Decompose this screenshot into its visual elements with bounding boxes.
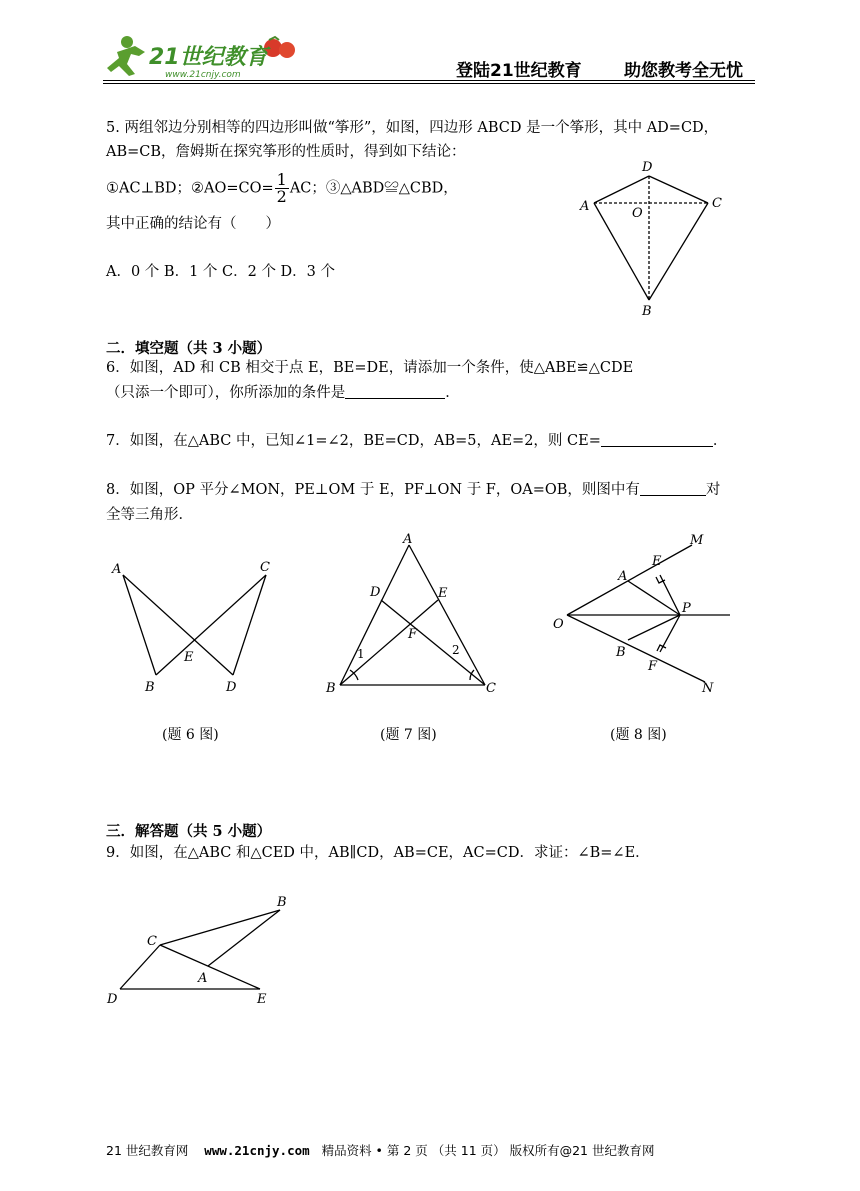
label-B: B: [616, 645, 626, 660]
fraction-half: [275, 172, 289, 205]
tomato-icon: [279, 42, 295, 58]
segment-DC: [649, 176, 708, 203]
segment-CB: [649, 203, 708, 300]
q6-line1: 6．如图，AD 和 CB 相交于点 E，BE=DE，请添加一个条件，使△ABE≌△CDE: [106, 360, 634, 376]
label-D: D: [107, 992, 118, 1007]
figure-9: [100, 885, 300, 1015]
header-rule: [103, 83, 755, 84]
runner-icon: [107, 36, 145, 76]
q8-line1: [106, 480, 720, 500]
fraction-denominator: 2: [276, 187, 287, 206]
label-C: C: [712, 196, 722, 211]
q9-text: 9．如图，在△ABC 和△CED 中，AB∥CD，AB=CE，AC=CD．求证：∠B=∠E．: [106, 845, 650, 861]
ray-OM: [567, 545, 692, 615]
label-A: A: [403, 532, 413, 547]
label-2: 2: [452, 643, 460, 657]
label-D: D: [370, 585, 381, 600]
q7-end: ．: [712, 433, 728, 449]
q6-line2: [106, 383, 460, 403]
figure-8: [550, 530, 735, 700]
q5-line2: AB=CB，詹姆斯在探究筝形的性质时，得到如下结论：: [106, 144, 466, 160]
label-E: E: [257, 992, 267, 1007]
figure-6-caption: (题 6 图): [162, 727, 219, 743]
logo-url: www.21cnjy.com: [165, 70, 241, 80]
q5-line3: [106, 172, 458, 205]
footer-brand: 21 世纪教育网: [106, 1143, 189, 1158]
logo-text: 21世纪教育: [149, 45, 268, 70]
label-N: N: [702, 681, 714, 696]
header-rule: [103, 80, 755, 81]
label-B: B: [642, 304, 652, 319]
section-2-title: 二．填空题（共 3 小题）: [106, 340, 272, 357]
q7-line: [106, 431, 727, 451]
label-C: C: [147, 934, 157, 949]
q8-line1-end: 对: [705, 482, 721, 498]
site-logo: [105, 30, 305, 80]
q8-text: 8．如图，OP 平分∠MON，PE⊥OM 于 E，PF⊥ON 于 F，OA=OB，则图中有: [106, 482, 640, 498]
label-O: O: [632, 206, 643, 221]
label-B: B: [277, 895, 287, 910]
label-C: C: [486, 681, 496, 696]
footer-page-info: 精品资料 • 第 2 页 （共 11 页） 版权所有@21 世纪教育网: [321, 1143, 655, 1158]
fraction-numerator: 1: [276, 170, 287, 189]
q5-line1: 5. 两组邻边分别相等的四边形叫做“筝形”，如图，四边形 ABCD 是一个筝形，其中 AD=CD，: [106, 120, 719, 136]
answer-blank[interactable]: [345, 384, 445, 399]
label-P: P: [682, 601, 691, 616]
q5-options: A．0 个 B．1 个 C．2 个 D．3 个: [106, 264, 336, 280]
segment-CE: [160, 945, 260, 989]
label-D: D: [642, 160, 653, 175]
q5-conclusions-b: AC；③△ABD≌△CBD，: [289, 180, 458, 197]
segment-CD: [120, 945, 160, 989]
label-A: A: [112, 562, 122, 577]
figure-6: [108, 555, 283, 700]
answer-blank[interactable]: [601, 432, 713, 447]
label-E: E: [438, 586, 448, 601]
label-E: E: [652, 554, 662, 569]
q5-line4: 其中正确的结论有（ ）: [106, 216, 280, 232]
q8-line2: 全等三角形．: [106, 507, 193, 523]
figure-7: [320, 530, 510, 700]
section-3-title: 三．解答题（共 5 小题）: [106, 823, 272, 840]
label-M: M: [690, 533, 704, 548]
segment-AD: [594, 176, 649, 203]
q6-line2-end: ．: [445, 385, 460, 401]
label-A: A: [198, 971, 208, 986]
label-O: O: [553, 617, 564, 632]
ray-ON: [567, 615, 705, 682]
label-1: 1: [357, 647, 365, 661]
label-F: F: [408, 627, 418, 642]
q6-line2-text: （只添一个即可），你所添加的条件是: [106, 385, 346, 401]
label-B: B: [145, 680, 155, 695]
figure-8-caption: (题 8 图): [610, 727, 667, 743]
answer-blank[interactable]: [640, 481, 706, 496]
label-B: B: [326, 681, 336, 696]
segment-CB: [160, 910, 280, 945]
label-F: F: [648, 659, 658, 674]
segment-PB: [628, 615, 680, 640]
kite-figure: [572, 155, 742, 325]
label-E: E: [184, 650, 194, 665]
footer-site-link[interactable]: www.21cnjy.com: [204, 1143, 310, 1158]
label-A: A: [580, 199, 590, 214]
segment-BE: [340, 600, 438, 685]
q7-text: 7．如图，在△ABC 中，已知∠1=∠2，BE=CD，AB=5，AE=2，则 CE=: [106, 433, 601, 449]
label-D: D: [226, 680, 237, 695]
segment-AB: [208, 910, 280, 966]
segment-CD: [381, 600, 485, 685]
header-slogan-right: 助您教考全无忧: [624, 61, 743, 81]
label-A: A: [618, 569, 628, 584]
q5-conclusions-a: ①AC⊥BD；②AO=CO=: [106, 180, 274, 197]
header-slogan-left: 登陆21世纪教育: [456, 61, 582, 81]
page-footer: [106, 1141, 654, 1159]
label-C: C: [260, 560, 270, 575]
figure-7-caption: (题 7 图): [380, 727, 437, 743]
